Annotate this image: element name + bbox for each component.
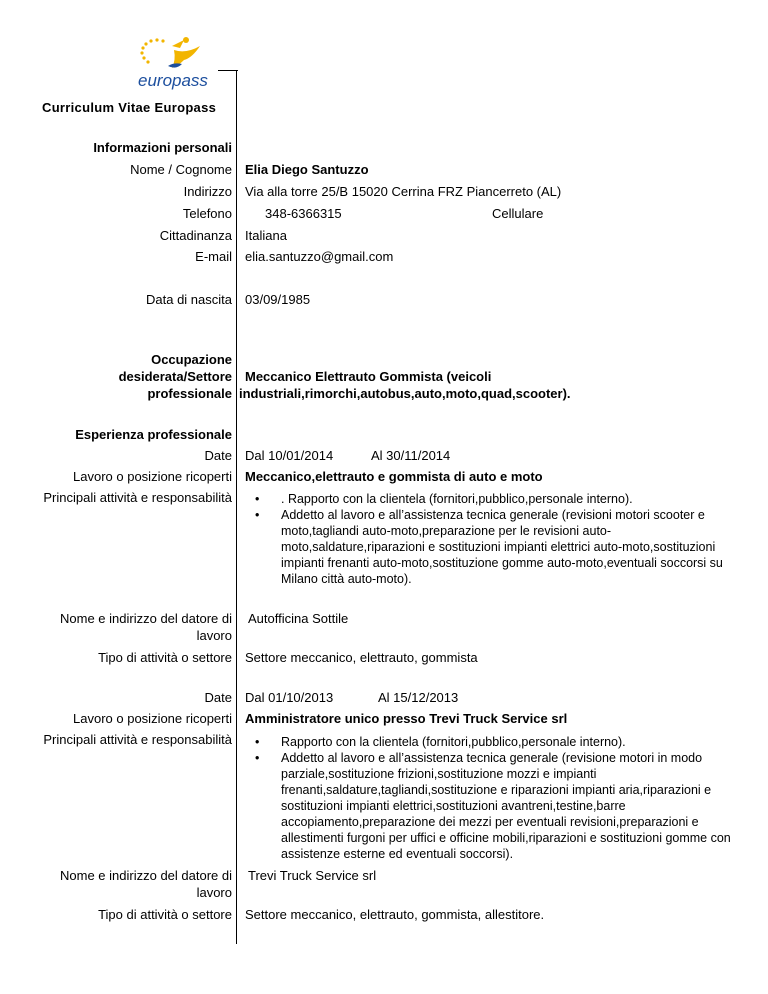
job1-employer-label-2: lavoro: [196, 628, 232, 643]
job2-position: Amministratore unico presso Trevi Truck Service srl: [245, 711, 568, 726]
europass-logo-icon: [128, 36, 238, 96]
job1-employer: Autofficina Sottile: [248, 611, 349, 626]
activity-text: Addetto al lavoro e all’assistenza tecnica generale (revisioni motori scooter e moto,tagliandi auto-moto,preparazione per le revisioni auto-moto,saldature,riparazioni e sostituzioni impianti elettrici auto-moto,sostituzioni impianti frenanti auto-moto,sostituzione gomme auto-moto,eventuali soccorsi su Milano città auto-moto).: [281, 508, 723, 586]
job1-position-label: Lavoro o posizione ricoperti: [73, 469, 232, 484]
citizenship-label: Cittadinanza: [159, 228, 232, 243]
address-label: Indirizzo: [183, 184, 232, 199]
activity-text: . Rapporto con la clientela (fornitori,pubblico,personale interno).: [281, 492, 633, 506]
job2-date-from: Dal 01/10/2013: [245, 690, 334, 705]
job2-employer: Trevi Truck Service srl: [248, 868, 377, 883]
job2-employer-label-2: lavoro: [196, 885, 232, 900]
job2-position-label: Lavoro o posizione ricoperti: [73, 711, 232, 726]
address-value: Via alla torre 25/B 15020 Cerrina FRZ Piancerreto (AL): [245, 184, 562, 199]
citizenship-value: Italiana: [245, 228, 287, 243]
job1-position: Meccanico,elettrauto e gommista di auto e moto: [245, 469, 543, 484]
job1-date-label: Date: [204, 448, 232, 463]
job2-date-label: Date: [204, 690, 232, 705]
job1-date-from: Dal 10/01/2014: [245, 448, 334, 463]
list-item: [245, 750, 735, 862]
job2-sector: Settore meccanico, elettrauto, gommista, allestitore.: [245, 907, 545, 922]
list-item: [245, 491, 735, 507]
occupation-label-1: Occupazione: [151, 352, 232, 367]
occupation-value-1: Meccanico Elettrauto Gommista (veicoli: [245, 369, 492, 384]
cv-title: Curriculum Vitae Europass: [42, 100, 217, 115]
bullet: •: [255, 492, 260, 506]
list-item: [245, 507, 735, 587]
name-label: Nome / Cognome: [130, 162, 232, 177]
phone-label: Telefono: [182, 206, 232, 221]
column-divider: [236, 70, 237, 944]
name-value: Elia Diego Santuzzo: [245, 162, 369, 177]
occupation-label-2: desiderata/Settore: [118, 369, 232, 384]
occupation-value-2: industriali,rimorchi,autobus,auto,moto,quad,scooter).: [239, 386, 571, 401]
birth-label: Data di nascita: [146, 292, 232, 307]
bullet: •: [255, 751, 260, 765]
bullet: •: [255, 735, 260, 749]
birth-value: 03/09/1985: [245, 292, 311, 307]
bullet: •: [255, 508, 260, 522]
job2-employer-label-1: Nome e indirizzo del datore di: [60, 868, 232, 883]
job1-activities-list: [245, 491, 735, 587]
email-value: elia.santuzzo@gmail.com: [245, 249, 394, 264]
phone-value: 348-6366315: [265, 206, 342, 221]
section-experience: Esperienza professionale: [75, 427, 232, 442]
list-item: [245, 734, 735, 750]
job1-activities-label: Principali attività e responsabilità: [43, 490, 232, 505]
occupation-label-3: professionale: [147, 386, 232, 401]
email-label: E-mail: [195, 249, 232, 264]
job1-date-to: Al 30/11/2014: [371, 448, 451, 463]
job1-sector-label: Tipo di attività o settore: [98, 650, 232, 665]
europass-logo: [128, 36, 238, 96]
activity-text: Rapporto con la clientela (fornitori,pubblico,personale interno).: [281, 735, 626, 749]
activity-text: Addetto al lavoro e all’assistenza tecnica generale (revisione motori in modo parziale,sostituzione frizioni,sostituzione mozzi e impianti frenanti,saldature,tagliandi,sostituzione e riparazioni impianti aria,riparazioni e sostituzioni impianti elettrici,sostituzioni avantreni,testine,barre accopiamento,preparazione dei mezzi per eventuali revisioni,preparazioni e allestimenti furgoni per uffici e officine mobili,riparazioni e sostituzioni gomme con assistenze esterne ed eventuali soccorsi).: [281, 751, 731, 861]
job2-activities-label: Principali attività e responsabilità: [43, 732, 232, 747]
job2-sector-label: Tipo di attività o settore: [98, 907, 232, 922]
job2-activities-list: [245, 734, 735, 862]
phone-type: Cellulare: [492, 206, 544, 221]
job1-sector: Settore meccanico, elettrauto, gommista: [245, 650, 478, 665]
section-personal-info: Informazioni personali: [93, 140, 232, 155]
europass-wordmark: europass: [138, 71, 208, 90]
job1-employer-label-1: Nome e indirizzo del datore di: [60, 611, 232, 626]
job2-date-to: Al 15/12/2013: [378, 690, 459, 705]
